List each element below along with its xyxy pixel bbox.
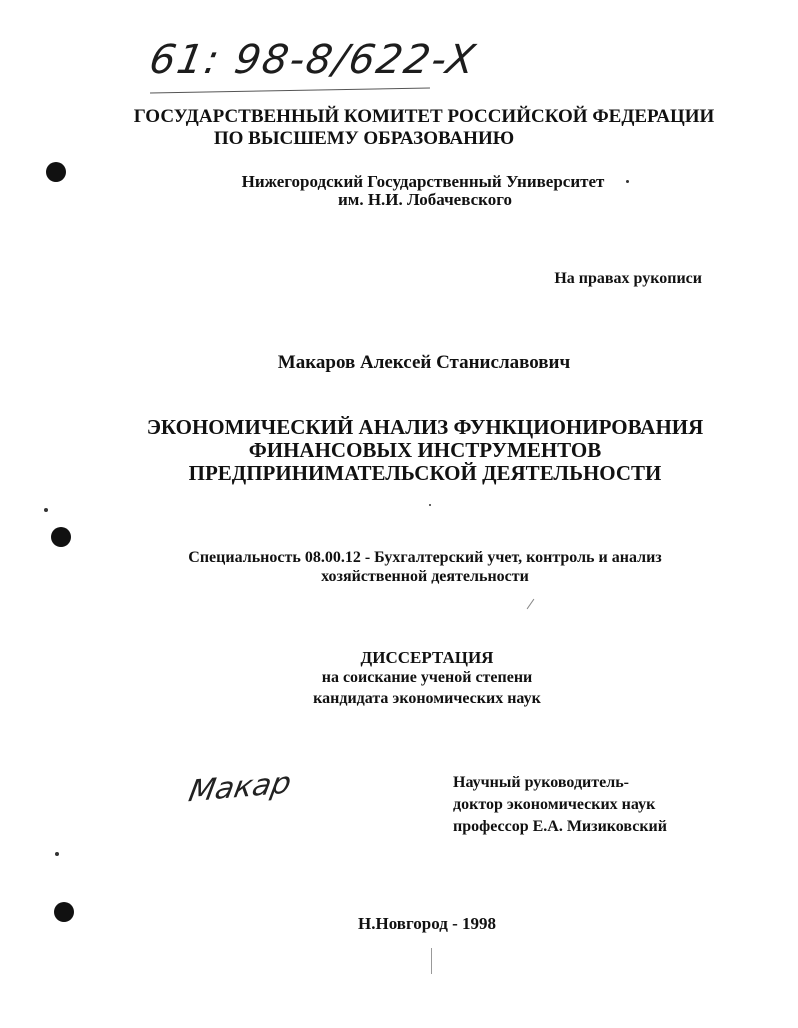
- scan-speck: [626, 180, 629, 183]
- archive-code-handwritten: 61: 98-8/622-X: [145, 37, 481, 83]
- dissertation-title-line-2: ФИНАНСОВЫХ ИНСТРУМЕНТОВ: [248, 438, 602, 462]
- committee-line-2: ПО ВЫСШЕМУ ОБРАЗОВАНИЮ: [213, 128, 515, 149]
- specialty-line-1: Специальность 08.00.12 - Бухгалтерский учет, контроль и анализ: [188, 549, 662, 566]
- scan-speck: [429, 504, 431, 506]
- degree-line-1: на соискание ученой степени: [321, 669, 533, 686]
- scan-stroke: [527, 599, 535, 609]
- supervisor-block: [453, 772, 667, 838]
- supervisor-line-2: доктор экономических наук: [453, 796, 656, 813]
- degree-line-2: кандидата экономических наук: [313, 690, 541, 707]
- dissertation-title-line-3: ПРЕДПРИНИМАТЕЛЬСКОЙ ДЕЯТЕЛЬНОСТИ: [188, 461, 662, 485]
- dissertation-title-line-1: ЭКОНОМИЧЕСКИЙ АНАЛИЗ ФУНКЦИОНИРОВАНИЯ: [146, 415, 704, 439]
- city-year: Н.Новгород - 1998: [358, 914, 496, 933]
- punch-hole-mark: [46, 162, 66, 182]
- scan-speck: [55, 852, 59, 856]
- dissertation-heading: ДИССЕРТАЦИЯ: [360, 648, 494, 667]
- university-line-2: им. Н.И. Лобачевского: [337, 190, 513, 209]
- handwritten-signature: Макар: [185, 765, 294, 810]
- university-line-1: Нижегородский Государственный Университет: [241, 172, 605, 191]
- manuscript-rights-note: На правах рукописи: [554, 270, 702, 287]
- punch-hole-mark: [54, 902, 74, 922]
- punch-hole-mark: [51, 527, 71, 547]
- specialty-line-2: хозяйственной деятельности: [321, 568, 529, 585]
- scan-stroke: [431, 948, 432, 974]
- committee-line-1: ГОСУДАРСТВЕННЫЙ КОМИТЕТ РОССИЙСКОЙ ФЕДЕРАЦИИ: [133, 106, 715, 127]
- supervisor-line-1: Научный руководитель-: [453, 774, 629, 791]
- author-name: Макаров Алексей Станиславович: [277, 352, 571, 373]
- scan-speck: [44, 508, 48, 512]
- supervisor-line-3: профессор Е.А. Мизиковский: [453, 818, 667, 835]
